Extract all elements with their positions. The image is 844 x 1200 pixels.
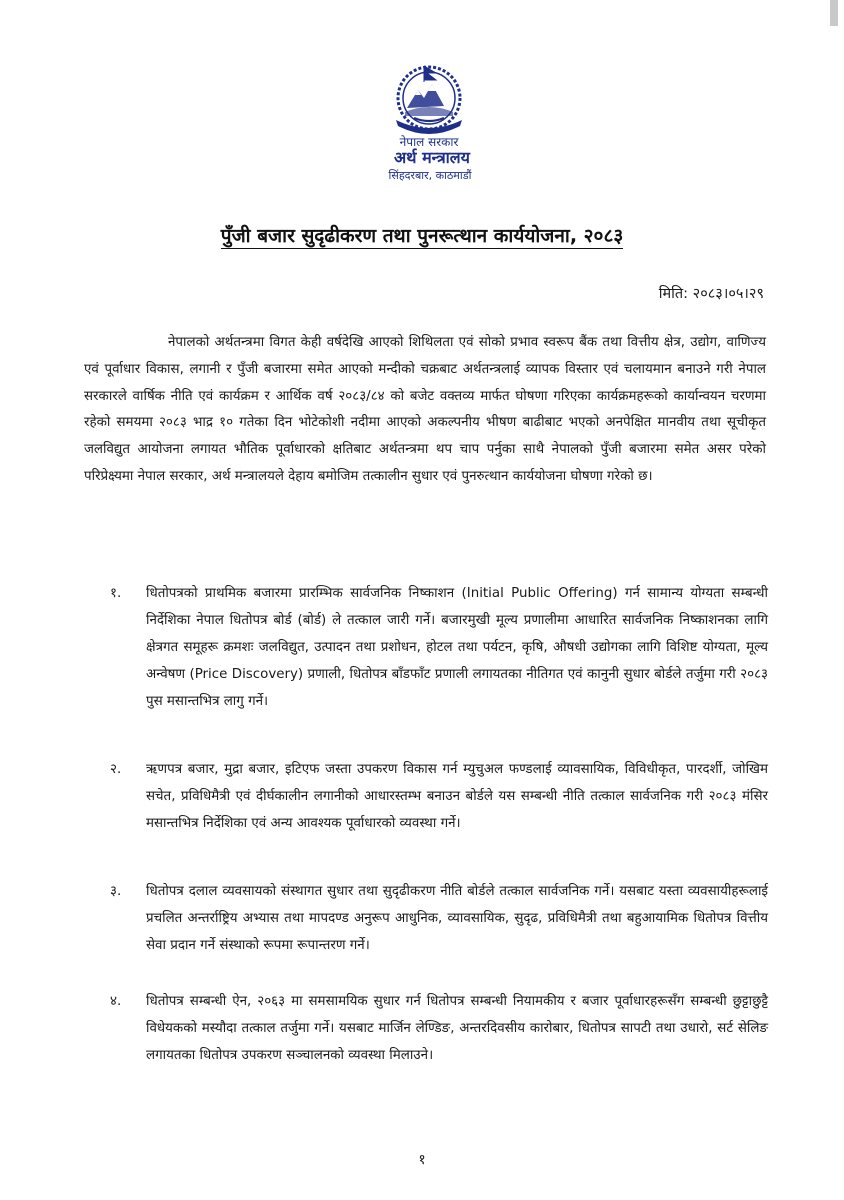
list-item	[112, 878, 768, 959]
scan-edge-mark	[830, 0, 838, 26]
list-item-number: ४.	[110, 994, 122, 1009]
intro-paragraph: नेपालको अर्थतन्त्रमा विगत केही वर्षदेखि आएको शिथिलता एवं सोको प्रभाव स्वरूप बैंक तथा वित्तीय क्षेत्र, उद्योग, वाणिज्य एवं पूर्वाधार विकास, लगानी र पुँजी बजारमा समेत आएको मन्दीको चक्रबाट अर्थतन्त्रलाई व्यापक विस्तार एवं चलायमान बनाउने गरी नेपाल सरकारले वार्षिक नीति एवं कार्यक्रम र आर्थिक वर्ष २०८३/८४ को बजेट वक्तव्य मार्फत घोषणा गरिएका कार्यक्रमहरूको कार्यान्वयन चरणमा रहेको समयमा २०८३ भाद्र १० गतेका दिन भोटेकोशी नदीमा आएको अकल्पनीय भीषण बाढीबाट भएको अनपेक्षित मानवीय तथा सूचीकृत जलविद्युत आयोजना लगायत भौतिक पूर्वाधारको क्षतिबाट अर्थतन्त्रमा थप चाप पर्नुका साथै नेपालको पुँजी बजारमा समेत असर परेको परिप्रेक्ष्यमा नेपाल सरकार, अर्थ मन्त्रालयले देहाय बमोजिम तत्कालीन सुधार एवं पुनरुत्थान कार्ययोजना घोषणा गरेको छ।	[84, 335, 766, 484]
list-item-text: ऋणपत्र बजार, मुद्रा बजार, इटिएफ जस्ता उपकरण विकास गर्न म्युचुअल फण्डलाई व्यावसायिक, विविधीकृत, पारदर्शी, जोखिम सचेत, प्रविधिमैत्री एवं दीर्घकालीन लगानीको आधारस्तम्भ बनाउन बोर्डले यस सम्बन्धी नीति तत्काल सार्वजनिक गरी २०८३ मंसिर मसान्तभित्र निर्देशिका एवं अन्य आवश्यक पूर्वाधारको व्यवस्था गर्ने।	[146, 762, 768, 831]
list-item-text: धितोपत्रको प्राथमिक बजारमा प्रारम्भिक सार्वजनिक निष्काशन (Initial Public Offering) गर्न सामान्य योग्यता सम्बन्धी निर्देशिका नेपाल धितोपत्र बोर्ड (बोर्ड) ले तत्काल जारी गर्ने। बजारमुखी मूल्य प्रणालीमा आधारित सार्वजनिक निष्काशनका लागि क्षेत्रगत समूहरू क्रमशः जलविद्युत, उत्पादन तथा प्रशोधन, होटल तथा पर्यटन, कृषि, औषधी उद्योगका लागि विशिष्ट योग्यता, मूल्य अन्वेषण (Price Discovery) प्रणाली, धितोपत्र बाँडफाँट प्रणाली लगायतका नीतिगत एवं कानुनी सुधार बोर्डले तर्जुमा गरी २०८३ पुस मसान्तभित्र लागु गर्ने।	[146, 586, 768, 709]
letterhead-line2: अर्थ मन्त्रालय	[394, 148, 470, 167]
emblem-seal-icon	[374, 62, 484, 186]
list-item-text: धितोपत्र दलाल व्यवसायको संस्थागत सुधार तथा सुदृढीकरण नीति बोर्डले तत्काल सार्वजनिक गर्ने। यसबाट यस्ता व्यवसायीहरूलाई प्रचलित अन्तर्राष्ट्रिय अभ्यास तथा मापदण्ड अनुरूप आधुनिक, व्यावसायिक, सुदृढ, प्रविधिमैत्री तथा बहुआयामिक धितोपत्र वित्तीय सेवा प्रदान गर्ने संस्थाको रूपमा रूपान्तरण गर्ने।	[146, 884, 768, 953]
list-item-number: १.	[110, 586, 122, 601]
list-item	[112, 988, 768, 1069]
letterhead-line1: नेपाल सरकार	[399, 135, 459, 149]
list-item	[112, 756, 768, 837]
page-number: १	[418, 1152, 426, 1168]
list-item-number: २.	[110, 762, 122, 777]
list-item-number: ३.	[110, 884, 122, 899]
document-date: मिति: २०८३।०५।२९	[658, 286, 764, 302]
government-emblem	[374, 62, 484, 186]
list-item	[112, 580, 768, 715]
document-title	[0, 222, 844, 248]
letterhead-line3: सिंहदरबार, काठमाडौं	[388, 169, 472, 182]
list-item-text: धितोपत्र सम्बन्धी ऐन, २०६३ मा समसामयिक सुधार गर्न धितोपत्र सम्बन्धी नियामकीय र बजार पूर्वाधारहरूसँग सम्बन्धी छुट्टाछुट्टै विधेयकको मस्यौदा तत्काल तर्जुमा गर्ने। यसबाट मार्जिन लेण्डिङ, अन्तरदिवसीय कारोबार, धितोपत्र सापटी तथा उधारो, सर्ट सेलिङ लगायतका धितोपत्र उपकरण सञ्चालनको व्यवस्था मिलाउने।	[146, 994, 768, 1063]
document-title-text: पुँजी बजार सुदृढीकरण तथा पुनरूत्थान कार्ययोजना, २०८३	[220, 225, 624, 247]
